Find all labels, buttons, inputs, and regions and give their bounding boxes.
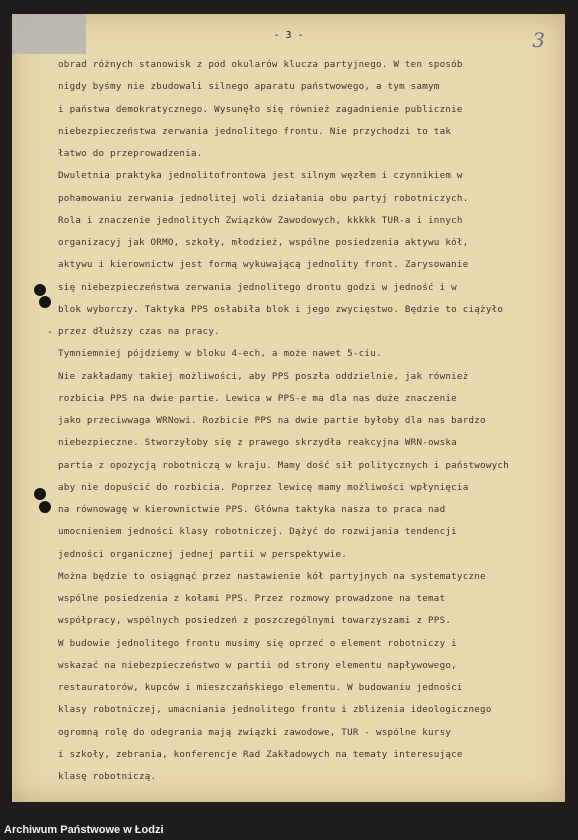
text-line: Tymniemniej pójdziemy w bloku 4-ech, a może nawet 5-ciu. [58,348,382,360]
text-line: organizacyj jak ORMO, szkoły, młodzież, wspólne posiedzenia aktywu kół, [58,237,469,248]
text-line: i państwa demokratycznego. Wysunęło się również zagadnienie publicznie [58,103,463,115]
text-line: blok wyborczy. Taktyka PPS osłabiła blok i jego zwycięstwo. Będzie to ciążyło [58,303,504,315]
text-line: obrad różnych stanowisk z pod okularów klucza partyjnego. W ten sposób [58,59,463,70]
text-line: i szkoły, zebrania, konferencje Rad Zakładowych na tematy interesujące [58,748,463,760]
text-line: wskazać na niebezpieczeństwo w partii od strony elementu napływowego, [58,659,457,671]
text-line: łatwo do przeprowadzenia. [58,148,203,159]
text-line: umocnieniem jedności klasy robotniczej. Dążyć do rozwijania tendencji [58,526,457,538]
text-line: niebezpieczne. Stworzyłoby się z prawego skrzydła reakcyjna WRN-owska [58,437,457,449]
punch-hole [34,284,46,296]
punch-hole [34,488,46,500]
archive-page-number: 3 [532,28,545,52]
text-line: restauratorów, kupców i mieszczańskiego elementu. W budowaniu jedności [58,682,463,693]
text-line: pohamowaniu zerwania jednolitej woli działania obu partyj robotniczych. [58,192,469,204]
text-line: partia z opozycją robotniczą w kraju. Mamy dość sił politycznych i państwowych [58,459,509,471]
text-line: Można będzie to osiągnąć przez nastawienie kół partyjnych na systematyczne [58,570,486,582]
document-page [12,14,565,802]
text-line: jako przeciwwaga WRNowi. Rozbicie PPS na dwie partie byłoby dla nas bardzo [58,415,486,426]
text-line: aktywu i kierownictw jest formą wykuwającą jednolity front. Zarysowanie [58,259,469,271]
text-line: klasy robotniczej, umacniania jednolitego frontu i zbliżenia ideologicznego [58,704,492,716]
text-line: wspólne posiedzenia z kołami PPS. Przez rozmowy prowadzone na temat [58,593,446,604]
punch-hole [39,296,51,308]
text-line: niebezpieczeństwa zerwania jednolitego frontu. Nie przychodzi to tak [58,125,452,137]
margin-mark: - [47,327,54,338]
archive-footer [0,802,578,840]
text-line: przez dłuższy czas na pracy. [58,326,220,337]
text-line: na równowagę w kierownictwie PPS. Główna taktyka nasza to praca nad [58,504,446,515]
text-line: Nie zakładamy takiej możliwości, aby PPS poszła oddzielnie, jak również [58,370,469,382]
text-line: nigdy byśmy nie zbudowali silnego aparatu państwowego, a tym samym [58,81,440,93]
text-line: jedności organicznej jednej partii w perspektywie. [58,548,348,560]
text-line: W budowie jednolitego frontu musimy się oprzeć o element robotniczy i [58,637,457,649]
typed-text-body [58,54,565,788]
text-line: klasę robotniczą. [58,771,157,782]
punch-hole [39,501,51,513]
text-line: aby nie dopuścić do rozbicia. Poprzez lewicę mamy możliwości wpłynięcia [58,481,469,493]
archive-name: Archiwum Państwowe w Łodzi [4,824,164,836]
text-line: rozbicia PPS na dwie partie. Lewica w PPS-e ma dla nas duże znaczenie [58,392,457,404]
text-line: Dwuletnia praktyka jednolitofrontowa jest silnym węzłem i czynnikiem w [58,170,463,182]
text-line: ogromną rolę do odegrania mają związki zawodowe, TUR - wspólne kursy [58,726,452,738]
text-line: Rola i znaczenie jednolitych Związków Zawodowych, kkkkk TUR-a i innych [58,214,463,226]
page-number: - 3 - [273,30,304,41]
text-line: współpracy, wspólnych posiedzeń z poszczególnymi towarzyszami z PPS. [58,615,452,627]
text-line: się niebezpieczeństwa zerwania jednolitego drontu godzi w jedność i w [58,281,457,293]
